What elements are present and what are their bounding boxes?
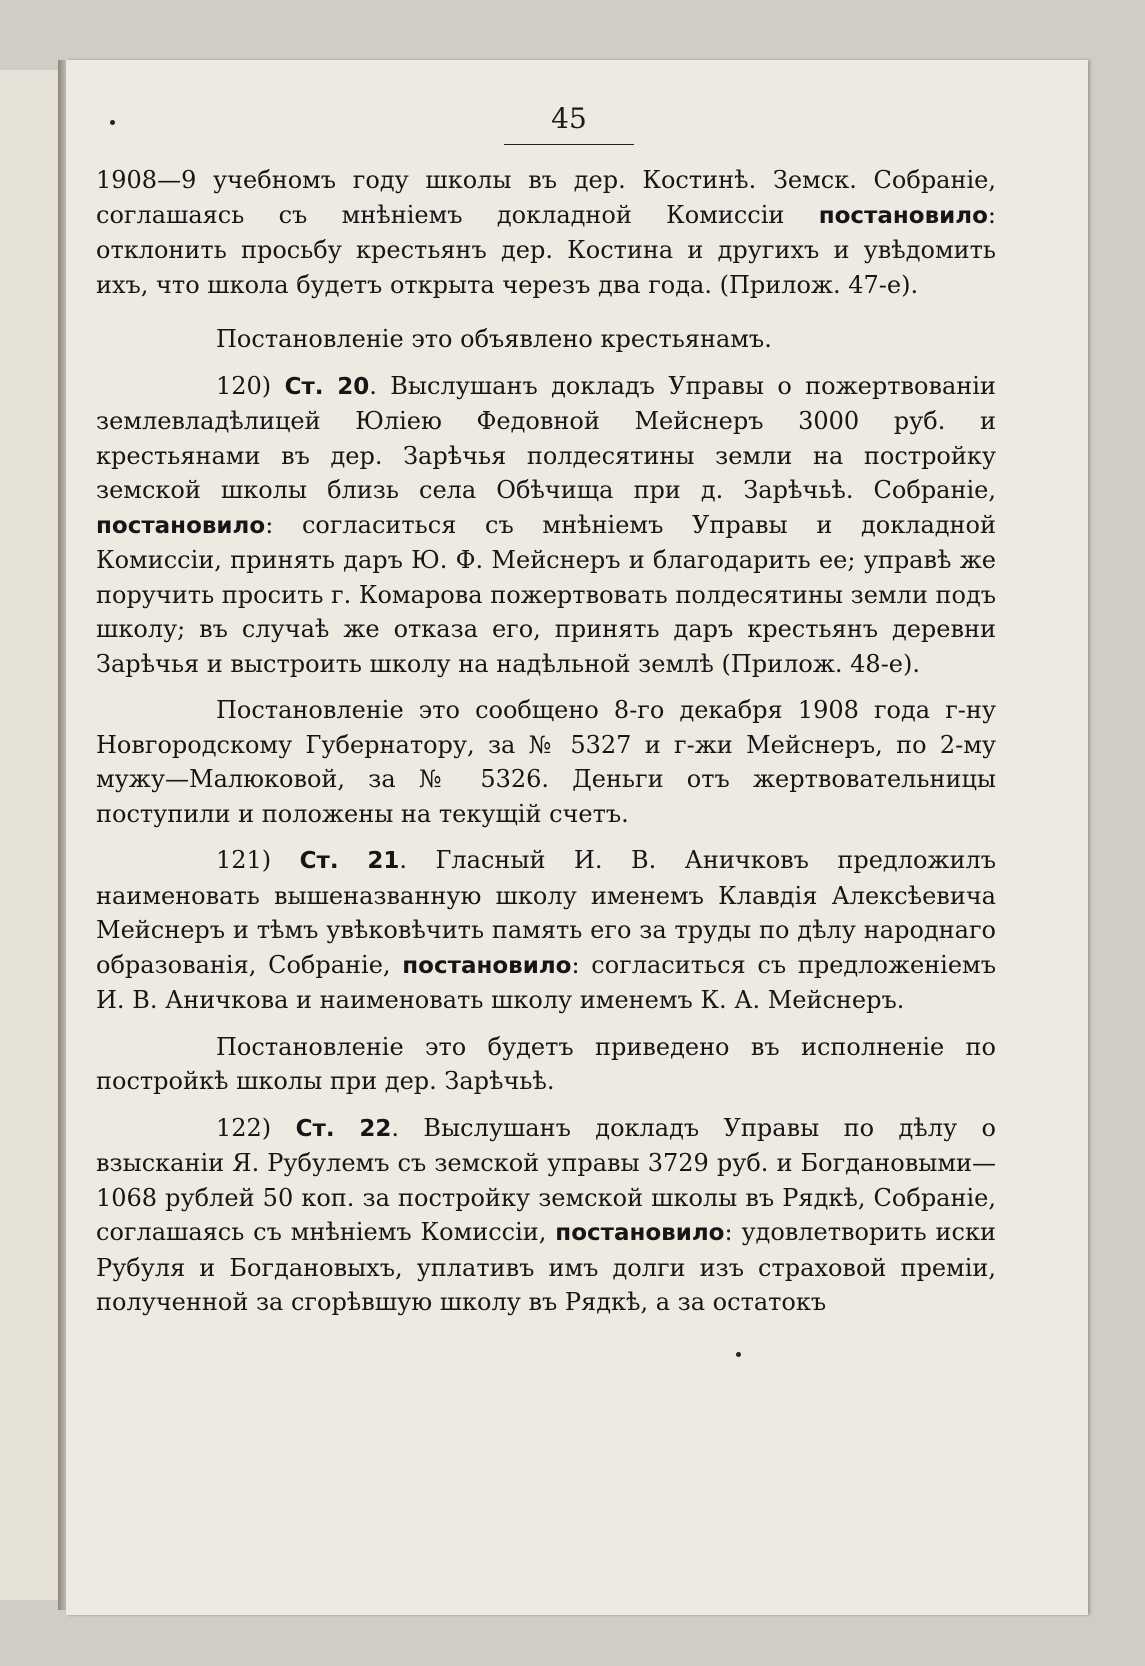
text-segment: . Выслушанъ докладъ Управы о пожертвованіи землевладѣлицей Юліею Федовной Мейснеръ 3000 руб. и крестьянами въ дер. Зарѣчья полдесятины земли на постройку земской школы близь села Обѣчища при д. Зарѣчьѣ. Собраніе, xyxy=(96,371,996,504)
document-page xyxy=(66,60,1088,1615)
text-segment: 1908—9 учебномъ году школы въ дер. Костинѣ. Земск. Собраніе, соглашаясь съ мнѣніемъ докладной Комиссіи xyxy=(96,166,996,229)
bold-keyword: постановило xyxy=(402,952,572,979)
page-number: 45 xyxy=(551,102,587,135)
text-segment: . Выслушанъ докладъ Управы по дѣлу о взысканіи Я. Рубулемъ съ земской управы 3729 руб. и Богдановыми—1068 рублей 50 коп. за постройку земской школы въ Рядкѣ, Собраніе, соглашаясь съ мнѣніемъ Комиссіи, xyxy=(96,1113,996,1246)
bold-keyword: постановило xyxy=(818,202,988,229)
text-segment: : согласиться съ предложеніемъ И. В. Аничкова и наименовать школу именемъ К. А. Мейснеръ. xyxy=(96,950,996,1014)
text-segment: . Гласный И. В. Аничковъ предложилъ наименовать вышеназванную школу именемъ Клавдія Алексѣевича Мейснеръ и тѣмъ увѣковѣчить память его за труды по дѣлу народнаго образованія, Собраніе, xyxy=(96,846,996,979)
resolution-paragraph xyxy=(96,843,996,1018)
resolution-paragraph xyxy=(96,369,996,682)
text-segment: : отклонить просьбу крестьянъ дер. Костина и другихъ и увѣдомить ихъ, что школа будетъ открыта черезъ два года. (Прилож. 47-е). xyxy=(96,200,996,299)
ink-speck xyxy=(736,1352,741,1357)
ink-speck xyxy=(110,120,115,125)
text-segment: Постановленіе это объявлено крестьянамъ. xyxy=(216,325,772,353)
bold-keyword: постановило xyxy=(96,512,266,539)
bold-keyword: Ст. 22 xyxy=(295,1115,392,1142)
left-page-edge xyxy=(0,70,62,1600)
resolution-paragraph xyxy=(96,1111,996,1320)
page-body-text xyxy=(96,163,996,1320)
note-paragraph xyxy=(96,322,996,357)
text-segment: 120) xyxy=(216,371,285,400)
text-paragraph xyxy=(96,163,996,302)
bold-keyword: Ст. 20 xyxy=(284,373,370,400)
text-segment: 122) xyxy=(216,1113,296,1142)
text-segment: 121) xyxy=(216,846,300,874)
text-segment: : удовлетворить иски Рубуля и Богдановыхъ, уплативъ имъ долги изъ страховой преміи, полученной за сгорѣвшую школу въ Рядкѣ, а за остатокъ xyxy=(96,1218,996,1316)
note-paragraph xyxy=(96,1030,996,1099)
text-segment: : согласиться съ мнѣніемъ Управы и докладной Комиссіи, принять даръ Ю. Ф. Мейснеръ и благодарить ее; управѣ же поручить просить г. Комарова пожертвовать полдесятины земли подъ школу; въ случаѣ же отказа его, принять даръ крестьянъ деревни Зарѣчья и выстроить школу на надѣльной землѣ (Прилож. 48-е). xyxy=(96,510,996,678)
note-paragraph xyxy=(96,693,996,831)
bold-keyword: постановило xyxy=(555,1220,725,1246)
page-number-rule xyxy=(504,144,634,145)
bold-keyword: Ст. 21 xyxy=(299,848,400,874)
text-segment: Постановленіе это сообщено 8-го декабря 1908 года г-ну Новгородскому Губернатору, за № 5327 и г-жи Мейснеръ, по 2-му мужу—Малюковой, за № 5326. Деньги отъ жертвовательницы поступили и положены на текущій счетъ. xyxy=(96,696,996,828)
text-segment: Постановленіе это будетъ приведено въ исполненіе по постройкѣ школы при дер. Зарѣчьѣ. xyxy=(96,1032,996,1095)
